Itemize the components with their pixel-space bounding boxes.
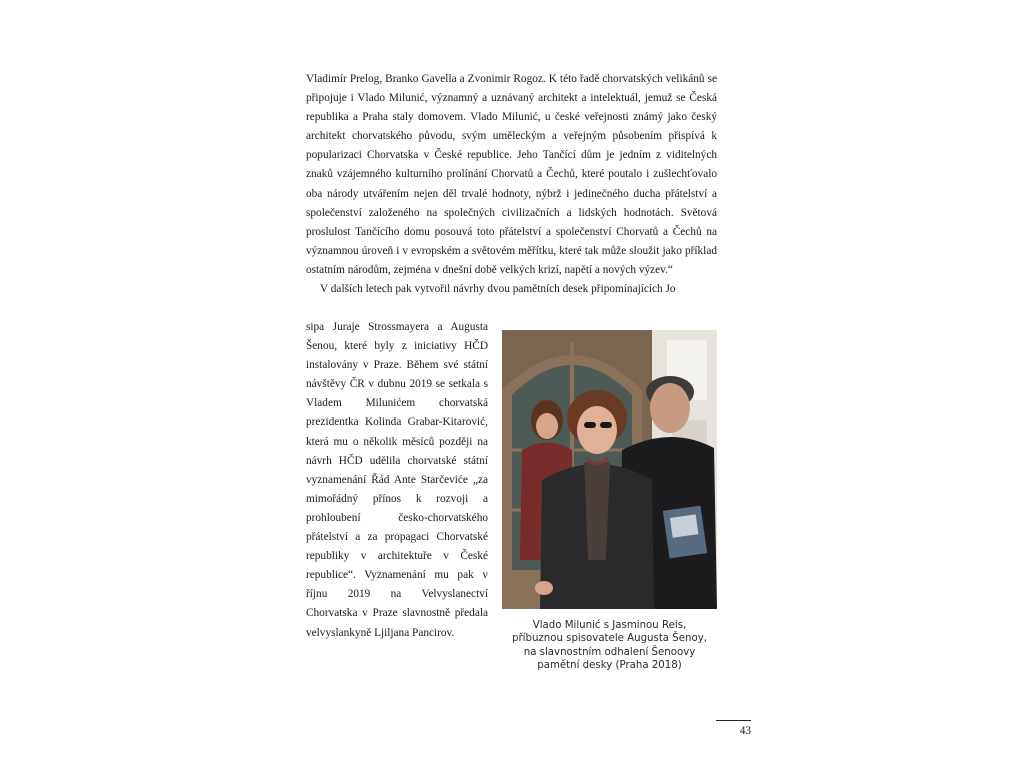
page-number: 43 (739, 725, 751, 737)
paragraph-2-lead: V dalších letech pak vytvořil návrhy dvou pamětních desek připomínajících Jo (320, 283, 676, 296)
paragraph-2-column: sipa Juraje Strossmayera a Augusta Šenou, které byly z iniciativy HČD instalovány v Praze. Během své státní návštěvy ČR v dubnu 2019 se setkala s Vladem Milunićem chorvatská prezidentka Kolinda Grabar-Kitarović, která mu o několik měsíců později na návrh HČD udělila chorvatské státní vyznamenání Řád Ante Starčeviće „za mimořádný přínos k rozvoji a prohloubení česko-chorvatského přátelství a za propagaci Chorvatské republiky v architektuře v České republice“. Vyznamenání mu pak v říjnu 2019 na Velvyslanectví Chorvatska v Praze slavnostně předala velvyslankyně Ljiljana Pancirov. (306, 321, 488, 639)
footer-rule (716, 720, 751, 721)
caption-line-3: na slavnostním odhalení Šenoovy (523, 646, 696, 658)
wrapped-column-text (306, 318, 488, 643)
main-text-block (306, 70, 717, 299)
photo-caption (502, 619, 717, 673)
caption-line-2: příbuznou spisovatele Augusta Šenoy, (512, 633, 707, 645)
caption-line-1: Vlado Milunić s Jasminou Reis, (532, 620, 687, 631)
caption-line-4: pamětní desky (Praha 2018) (537, 660, 682, 672)
photo-milunic-reis (502, 330, 717, 609)
photo-figure (502, 330, 717, 673)
paragraph-1: Vladimír Prelog, Branko Gavella a Zvonimir Rogoz. K této řadě chorvatských velikánů se připojuje i Vlado Milunić, významný a uznávaný architekt a intelektuál, jemuž se Česká republika a Praha staly domovem. Vlado Milunić, u české veřejnosti známý jako český architekt chorvatského původu, svým uměleckým a veřejným působením přispívá k popularizaci Chorvatska v České republice. Jeho Tančící dům je jedním z viditelných znaků vzájemného kulturního prolínání Chorvatů a Čechů, které poutalo i zušlechťovalo oba národy utvářením nejen děl trvalé hodnoty, nýbrž i jedinečného ducha přátelství a společenství založeného na společných civilizačních a lidských hodnotách. Světová proslulost Tančícího domu posouvá toto přátelství a společenství Chorvatů a Čechů na významnou úroveň i v evropském a světovém měřítku, které tak může sloužit jako příklad ostatním národům, zejména v dnešní době velkých krizí, napětí a nových výzev.“ (306, 73, 717, 276)
